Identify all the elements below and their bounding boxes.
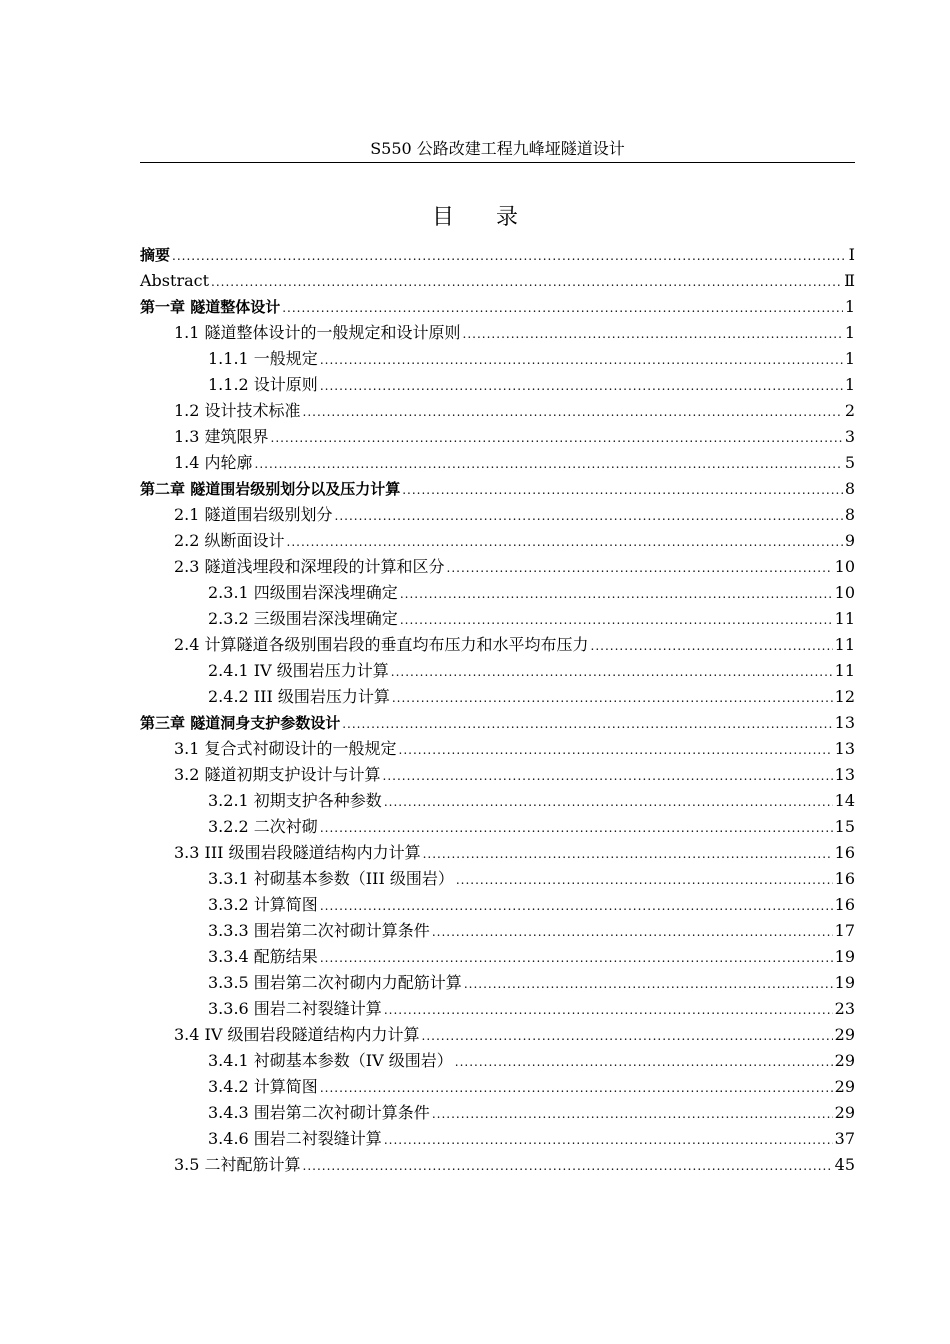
toc-entry-page: 8	[844, 479, 855, 498]
toc-entry[interactable]	[140, 372, 855, 398]
toc-entry-page: 9	[844, 531, 855, 550]
toc-entry-page: 45	[834, 1155, 855, 1174]
toc-entry-page: 1	[844, 323, 855, 342]
toc-entry[interactable]	[140, 554, 855, 580]
dot-leader	[392, 685, 833, 711]
dot-leader	[400, 581, 833, 607]
toc-entry-page: 5	[844, 453, 855, 472]
dot-leader	[432, 1101, 833, 1127]
toc-entry-title: 3.4.1 衬砌基本参数（IV 级围岩）	[208, 1051, 453, 1070]
toc-title	[0, 203, 950, 233]
toc-entry[interactable]	[140, 346, 855, 372]
dot-leader	[384, 1127, 833, 1153]
toc-entry[interactable]	[140, 788, 855, 814]
toc-entry-title: 3.4.3 围岩第二次衬砌计算条件	[208, 1103, 430, 1122]
toc-entry-page: 14	[834, 791, 855, 810]
toc-entry-title: 3.3.6 围岩二衬裂缝计算	[208, 999, 382, 1018]
dot-leader	[320, 373, 843, 399]
dot-leader	[423, 841, 833, 867]
toc-entry[interactable]	[140, 814, 855, 840]
toc-entry[interactable]	[140, 710, 855, 736]
dot-leader	[211, 269, 842, 295]
toc-entry-title: 2.4 计算隧道各级别围岩段的垂直均布压力和水平均布压力	[174, 635, 589, 654]
toc-entry[interactable]	[140, 1074, 855, 1100]
toc-entry-page: 13	[834, 765, 855, 784]
toc-entry-title: 2.2 纵断面设计	[174, 531, 285, 550]
toc-entry-title: 3.1 复合式衬砌设计的一般规定	[174, 739, 397, 758]
toc-entry[interactable]	[140, 684, 855, 710]
toc-entry-title: 3.2.2 二次衬砌	[208, 817, 318, 836]
toc-entry-page: 29	[834, 1051, 855, 1070]
toc-entry-title: 3.3.5 围岩第二次衬砌内力配筋计算	[208, 973, 462, 992]
toc-entry[interactable]	[140, 918, 855, 944]
toc-entry[interactable]	[140, 450, 855, 476]
toc-entry[interactable]	[140, 398, 855, 424]
toc-entry-page: 17	[834, 921, 855, 940]
toc-entry-title: 3.2 隧道初期支护设计与计算	[174, 765, 381, 784]
toc-entry-page: 12	[834, 687, 855, 706]
dot-leader	[399, 737, 833, 763]
toc-entry[interactable]	[140, 840, 855, 866]
toc-entry[interactable]	[140, 658, 855, 684]
toc-entry[interactable]	[140, 632, 855, 658]
dot-leader	[271, 425, 843, 451]
dot-leader	[282, 295, 843, 321]
toc-entry-title: 3.4 IV 级围岩段隧道结构内力计算	[174, 1025, 420, 1044]
toc-entry-title: 2.1 隧道围岩级别划分	[174, 505, 333, 524]
toc-entry[interactable]	[140, 1100, 855, 1126]
toc-title-text: 目录	[431, 205, 560, 230]
toc-entry[interactable]	[140, 736, 855, 762]
toc-entry-page: 16	[834, 843, 855, 862]
toc-entry-page: 16	[834, 869, 855, 888]
header-rule	[140, 162, 855, 163]
dot-leader	[320, 347, 843, 373]
dot-leader	[432, 919, 833, 945]
dot-leader	[383, 763, 833, 789]
toc-entry-page: 37	[834, 1129, 855, 1148]
dot-leader	[335, 503, 843, 529]
toc-entry-page: 13	[834, 739, 855, 758]
dot-leader	[464, 971, 833, 997]
toc-entry-page: 8	[844, 505, 855, 524]
toc-entry-page: 11	[834, 661, 855, 680]
dot-leader	[447, 555, 833, 581]
dot-leader	[320, 893, 833, 919]
toc-entry[interactable]	[140, 476, 855, 502]
toc-entry[interactable]	[140, 1126, 855, 1152]
toc-entry[interactable]	[140, 606, 855, 632]
running-header: S550 公路改建工程九峰垭隧道设计	[370, 139, 625, 158]
toc-entry-page: 19	[834, 947, 855, 966]
toc-entry-page: 29	[834, 1025, 855, 1044]
dot-leader	[172, 243, 847, 269]
toc-entry-title: 摘要	[140, 246, 171, 264]
toc-entry-title: 3.3.3 围岩第二次衬砌计算条件	[208, 921, 430, 940]
dot-leader	[287, 529, 843, 555]
toc-entry-title: 1.1.2 设计原则	[208, 375, 318, 394]
toc-entry[interactable]	[140, 268, 855, 294]
toc-entry-title: 第一章 隧道整体设计	[140, 298, 281, 316]
toc-entry-page: 29	[834, 1103, 855, 1122]
dot-leader	[320, 1075, 833, 1101]
toc-entry-page: 19	[834, 973, 855, 992]
table-of-contents	[140, 242, 855, 1178]
toc-entry-page: 23	[834, 999, 855, 1018]
toc-entry-title: 3.3.4 配筋结果	[208, 947, 318, 966]
toc-entry[interactable]	[140, 944, 855, 970]
toc-entry[interactable]	[140, 528, 855, 554]
toc-entry-title: 第三章 隧道洞身支护参数设计	[140, 714, 341, 732]
toc-entry-page: Ⅱ	[844, 271, 855, 290]
toc-entry[interactable]	[140, 996, 855, 1022]
toc-entry-title: Abstract	[140, 271, 210, 290]
toc-entry[interactable]	[140, 1048, 855, 1074]
toc-entry-title: 2.3.2 三级围岩深浅埋确定	[208, 609, 398, 628]
toc-entry[interactable]	[140, 424, 855, 450]
toc-entry-page: 29	[834, 1077, 855, 1096]
toc-entry[interactable]	[140, 580, 855, 606]
toc-entry[interactable]	[140, 242, 855, 268]
toc-entry-page: 1	[844, 375, 855, 394]
dot-leader	[384, 789, 833, 815]
dot-leader	[342, 711, 832, 737]
toc-entry-title: 3.3 III 级围岩段隧道结构内力计算	[174, 843, 421, 862]
dot-leader	[303, 399, 843, 425]
toc-entry-title: 2.3.1 四级围岩深浅埋确定	[208, 583, 398, 602]
toc-entry-title: 1.4 内轮廓	[174, 453, 253, 472]
toc-entry-title: 1.2 设计技术标准	[174, 401, 301, 420]
toc-entry[interactable]	[140, 1152, 855, 1178]
toc-entry[interactable]	[140, 1022, 855, 1048]
dot-leader	[303, 1153, 833, 1179]
dot-leader	[255, 451, 843, 477]
toc-entry-page: 15	[834, 817, 855, 836]
dot-leader	[455, 1049, 833, 1075]
toc-entry-page: 1	[844, 349, 855, 368]
toc-entry-title: 2.4.1 IV 级围岩压力计算	[208, 661, 389, 680]
dot-leader	[463, 321, 843, 347]
dot-leader	[591, 633, 833, 659]
dot-leader	[391, 659, 833, 685]
dot-leader	[384, 997, 833, 1023]
toc-entry-title: 第二章 隧道围岩级别划分以及压力计算	[140, 480, 401, 498]
dot-leader	[400, 607, 833, 633]
toc-entry-page: 1	[844, 297, 855, 316]
toc-entry-page: 3	[844, 427, 855, 446]
dot-leader	[422, 1023, 833, 1049]
toc-entry-page: 11	[834, 609, 855, 628]
toc-entry[interactable]	[140, 762, 855, 788]
toc-entry-page: 2	[844, 401, 855, 420]
toc-entry-page: 13	[834, 713, 855, 732]
toc-entry-title: 3.5 二衬配筋计算	[174, 1155, 301, 1174]
dot-leader	[320, 945, 833, 971]
toc-entry[interactable]	[140, 866, 855, 892]
toc-entry-title: 3.3.2 计算简图	[208, 895, 318, 914]
dot-leader	[320, 815, 833, 841]
toc-entry-page: 11	[834, 635, 855, 654]
toc-entry-title: 3.2.1 初期支护各种参数	[208, 791, 382, 810]
toc-entry-page: 10	[834, 557, 855, 576]
toc-entry-title: 3.4.6 围岩二衬裂缝计算	[208, 1129, 382, 1148]
toc-entry[interactable]	[140, 892, 855, 918]
toc-entry-title: 1.1 隧道整体设计的一般规定和设计原则	[174, 323, 461, 342]
dot-leader	[402, 477, 843, 503]
toc-entry-title: 2.4.2 III 级围岩压力计算	[208, 687, 390, 706]
toc-entry-page: 16	[834, 895, 855, 914]
toc-entry-page: Ⅰ	[848, 245, 855, 264]
toc-entry[interactable]	[140, 970, 855, 996]
toc-entry-title: 2.3 隧道浅埋段和深埋段的计算和区分	[174, 557, 445, 576]
toc-entry-title: 1.3 建筑限界	[174, 427, 269, 446]
toc-entry[interactable]	[140, 294, 855, 320]
toc-entry-title: 1.1.1 一般规定	[208, 349, 318, 368]
toc-entry-page: 10	[834, 583, 855, 602]
dot-leader	[456, 867, 833, 893]
toc-entry-title: 3.4.2 计算简图	[208, 1077, 318, 1096]
toc-entry-title: 3.3.1 衬砌基本参数（III 级围岩）	[208, 869, 454, 888]
toc-entry[interactable]	[140, 320, 855, 346]
toc-entry[interactable]	[140, 502, 855, 528]
